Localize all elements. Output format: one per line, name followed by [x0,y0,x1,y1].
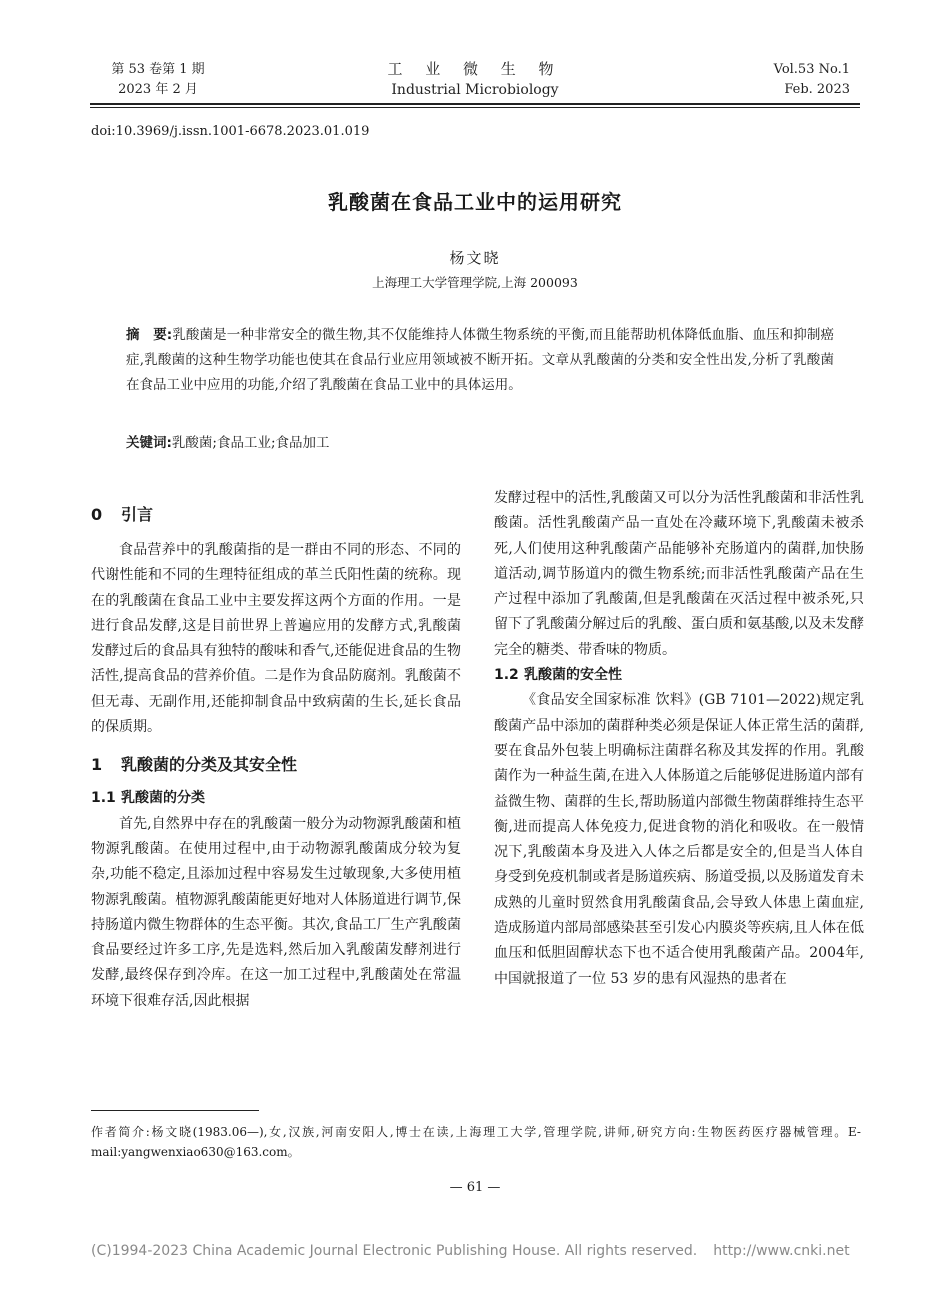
paragraph: 首先,自然界中存在的乳酸菌一般分为动物源乳酸菌和植物源乳酸菌。在使用过程中,由于动物源乳酸菌成分较为复杂,功能不稳定,且添加过程中容易发生过敏现象,大多使用植物源乳酸菌。植物源乳酸菌能更好地对人体肠道进行调节,保持肠道内微生物群体的生态平衡。其次,食品工厂生产乳酸菌食品要经过许多工序,先是选料,然后加入乳酸菌发酵剂进行发酵,最终保存到冷库。在这一加工过程中,乳酸菌处在常温环境下很难存活,因此根据 [91,815,461,1009]
subsection-heading-1-2 [494,663,864,688]
keywords-text: 乳酸菌;食品工业;食品加工 [171,435,330,451]
affiliation: 上海理工大学管理学院,上海 200093 [372,275,578,290]
journal-name [370,58,580,100]
section-heading-1 [91,746,461,784]
header-rule-thick [90,103,860,105]
abstract [126,323,834,398]
copyright-text: (C)1994-2023 China Academic Journal Electronic Publishing House. All rights reserved. [91,1243,698,1259]
page-number: — 61 — [449,1180,501,1195]
journal-name-cn: 工 业 微 生 物 [387,60,563,78]
header-volume-info [103,60,213,100]
header-vol-no: Vol.53 No.1 [773,62,850,77]
header-rule-thin [90,107,860,108]
cnki-link[interactable]: http://www.cnki.net [713,1243,850,1259]
section-title: 引言 [121,505,154,524]
header-date-en: Feb. 2023 [784,82,850,97]
subsection-heading-1-1 [91,786,461,811]
body-column-right [494,486,864,992]
author-footnote: 作者简介:杨文晓(1983.06—),女,汉族,河南安阳人,博士在读,上海理工大学,管理学院,讲师,研究方向:生物医药医疗器械管理。E-mail:yangwenxiao630@163.com。 [91,1125,861,1159]
author: 杨文晓 [449,249,501,267]
copyright-notice [91,1243,850,1259]
subsection-number: 1.2 [494,667,519,684]
paragraph: 食品营养中的乳酸菌指的是一群由不同的形态、不同的代谢性能和不同的生理特征组成的革兰氏阳性菌的统称。现在的乳酸菌在食品工业中主要发挥这两个方面的作用。一是进行食品发酵,这是目前世界上普遍应用的发酵方式,乳酸菌发酵过后的食品具有独特的酸味和香气,还能促进食品的生物活性,提高食品的营养价值。二是作为食品防腐剂。乳酸菌不但无毒、无副作用,还能抑制食品中致病菌的生长,延长食品的保质期。 [91,542,461,736]
subsection-title: 乳酸菌的分类 [121,790,205,807]
keywords [126,431,834,456]
abstract-label: 摘 要: [126,327,173,343]
body-column-left [91,498,461,1014]
section-title: 乳酸菌的分类及其安全性 [121,755,298,775]
section-number: 0 [91,505,103,524]
subsection-title: 乳酸菌的安全性 [524,667,622,684]
section-number: 1 [91,755,103,775]
journal-name-en: Industrial Microbiology [391,82,559,98]
article-title: 乳酸菌在食品工业中的运用研究 [328,190,622,214]
abstract-text: 乳酸菌是一种非常安全的微生物,其不仅能维持人体微生物系统的平衡,而且能帮助机体降低血脂、血压和抑制癌症,乳酸菌的这种生物学功能也使其在食品行业应用领域被不断开拓。文章从乳酸菌的分类和安全性出发,分析了乳酸菌在食品工业中应用的功能,介绍了乳酸菌在食品工业中的具体运用。 [126,327,834,393]
keywords-label: 关键词: [126,435,172,451]
paragraph: 《食品安全国家标准 饮料》(GB 7101—2022)规定乳酸菌产品中添加的菌群种类必须是保证人体正常生活的菌群,要在食品外包装上明确标注菌群名称及其发挥的作用。乳酸菌作为一种益生菌,在进入人体肠道之后能够促进肠道内部有益微生物、菌群的生长,帮助肠道内部微生物菌群维持生态平衡,进而提高人体免疫力,促进食物的消化和吸收。在一般情况下,乳酸菌本身及进入人体之后都是安全的,但是当人体自身受到免疫机制或者是肠道疾病、肠道受损,以及肠道发育未成熟的儿童时贸然食用乳酸菌食品,会导致人体患上菌血症,造成肠道内部局部感染甚至引发心内膜炎等疾病,且人体在低血压和低胆固醇状态下也不适合使用乳酸菌产品。2004年,中国就报道了一位 53 岁的患有风湿热的患者在 [494,692,864,987]
doi: doi:10.3969/j.issn.1001-6678.2023.01.019 [91,124,370,139]
header-volume-issue: 第 53 卷第 1 期 [111,62,205,77]
header-volume-info-en [760,60,850,100]
paragraph-continued: 发酵过程中的活性,乳酸菌又可以分为活性乳酸菌和非活性乳酸菌。活性乳酸菌产品一直处在冷藏环境下,乳酸菌未被杀死,人们使用这种乳酸菌产品能够补充肠道内的菌群,加快肠道活动,调节肠道内的微生物系统;而非活性乳酸菌产品在生产过程中添加了乳酸菌,但是乳酸菌在灭活过程中被杀死,只留下了乳酸菌分解过后的乳酸、蛋白质和氨基酸,以及未发酵完全的糖类、带香味的物质。 [494,490,864,658]
header-date-cn: 2023 年 2 月 [118,82,198,97]
footnote-rule [91,1110,259,1111]
section-heading-intro [91,498,461,532]
subsection-number: 1.1 [91,790,116,807]
